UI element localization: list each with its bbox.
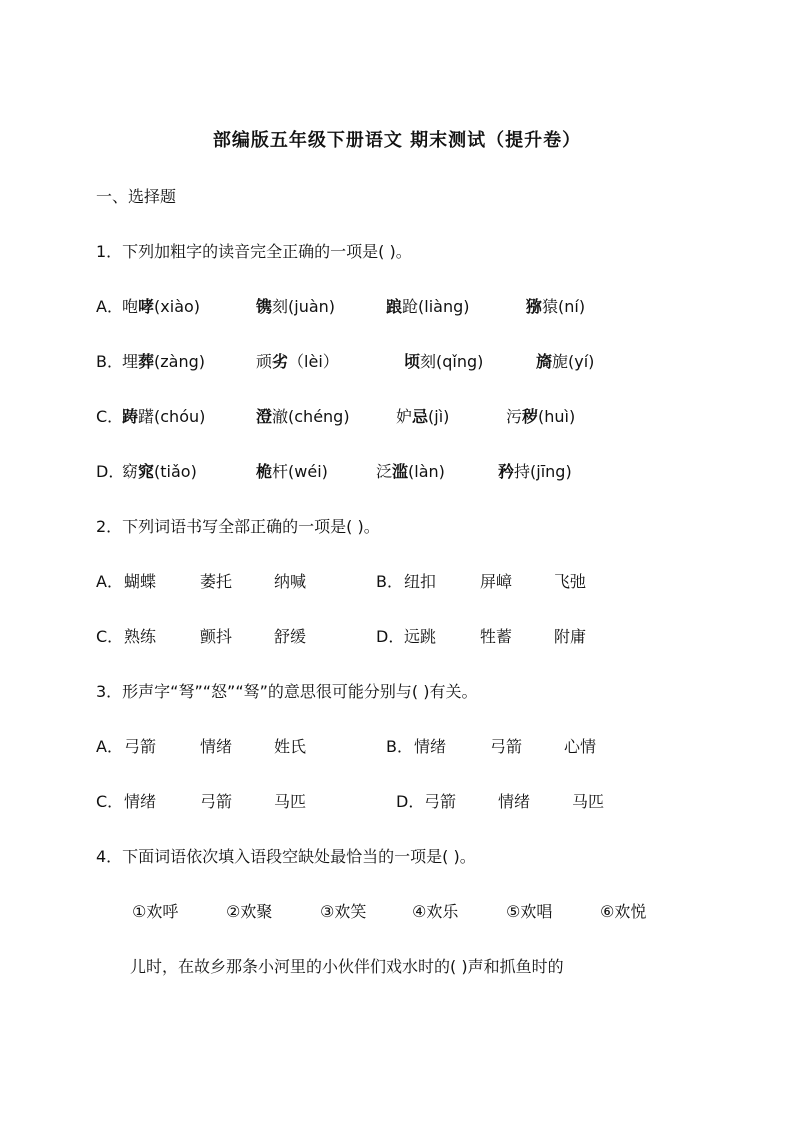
option-word: 情绪 xyxy=(200,737,233,756)
option-label: C． xyxy=(96,627,124,646)
option-word: 熟练 xyxy=(124,627,157,646)
option-word: 弓箭 xyxy=(424,792,457,811)
option-word: 弓箭 xyxy=(490,737,523,756)
option-word: 猕猿(ní) xyxy=(526,297,586,316)
option-word: 姓氏 xyxy=(274,737,307,756)
option-label: C． xyxy=(96,792,124,811)
question-2-stem: 2．下列词语书写全部正确的一项是( )。 xyxy=(96,517,380,536)
option-word: 澄澈(chéng) xyxy=(256,407,350,426)
page-title: 部编版五年级下册语文 期末测试（提升卷） xyxy=(212,130,582,151)
word-choice: ⑤欢唱 xyxy=(506,902,553,921)
option-label: A． xyxy=(96,297,123,316)
word-choice: ②欢聚 xyxy=(226,902,273,921)
option-word: 蝴蝶 xyxy=(124,572,157,591)
option-word: 情绪 xyxy=(498,792,531,811)
option-word: 萎托 xyxy=(200,572,233,591)
word-choice: ⑥欢悦 xyxy=(600,902,647,921)
option-word: 附庸 xyxy=(554,627,587,646)
section-heading: 一、选择题 xyxy=(96,187,177,206)
option-word: 屏嶂 xyxy=(480,572,513,591)
option-word: 桅杆(wéi) xyxy=(256,462,328,481)
option-word: 镌刻(juàn) xyxy=(256,297,336,316)
option-label: B． xyxy=(386,737,413,756)
option-word: 马匹 xyxy=(572,792,605,811)
option-word: 埋葬(zàng) xyxy=(122,352,206,371)
option-label: D． xyxy=(376,627,405,646)
option-word: 飞弛 xyxy=(554,572,587,591)
option-label: D． xyxy=(96,462,125,481)
option-label: D． xyxy=(396,792,425,811)
option-word: 牲蓄 xyxy=(480,627,513,646)
option-label: B． xyxy=(96,352,123,371)
question-1-stem: 1．下列加粗字的读音完全正确的一项是( )。 xyxy=(96,242,412,261)
question-4-passage: 儿时，在故乡那条小河里的小伙伴们戏水时的( )声和抓鱼时的 xyxy=(130,957,564,976)
option-word: 泛滥(làn) xyxy=(376,462,445,481)
option-word: 情绪 xyxy=(124,792,157,811)
option-word: 马匹 xyxy=(274,792,307,811)
option-word: 踉跄(liàng) xyxy=(386,297,470,316)
option-word: 顽劣（lèi） xyxy=(256,352,339,371)
option-word: 弓箭 xyxy=(124,737,157,756)
question-4-stem: 4．下面词语依次填入语段空缺处最恰当的一项是( )。 xyxy=(96,847,476,866)
question-3-stem: 3．形声字“弩”“怒”“驽”的意思很可能分别与( )有关。 xyxy=(96,682,478,701)
option-label: C． xyxy=(96,407,124,426)
option-word: 旖旎(yí) xyxy=(536,352,595,371)
option-label: B． xyxy=(376,572,403,591)
option-word: 远跳 xyxy=(404,627,437,646)
option-word: 颤抖 xyxy=(200,627,233,646)
option-label: A． xyxy=(96,737,123,756)
word-choice: ①欢呼 xyxy=(132,902,179,921)
option-word: 纳喊 xyxy=(274,572,307,591)
option-word: 妒忌(jì) xyxy=(396,407,450,426)
option-word: 矜持(jīng) xyxy=(498,462,572,481)
option-word: 污秽(huì) xyxy=(506,407,576,426)
option-label: A． xyxy=(96,572,123,591)
option-word: 纽扣 xyxy=(404,572,437,591)
option-word: 踌躇(chóu) xyxy=(122,407,206,426)
option-word: 弓箭 xyxy=(200,792,233,811)
option-word: 顷刻(qǐng) xyxy=(404,352,484,371)
option-word: 心情 xyxy=(564,737,597,756)
word-choice: ④欢乐 xyxy=(412,902,459,921)
option-word: 舒缓 xyxy=(274,627,307,646)
word-choice: ③欢笑 xyxy=(320,902,367,921)
option-word: 情绪 xyxy=(414,737,447,756)
option-word: 窈窕(tiǎo) xyxy=(122,462,197,481)
option-word: 咆哮(xiào) xyxy=(122,297,201,316)
